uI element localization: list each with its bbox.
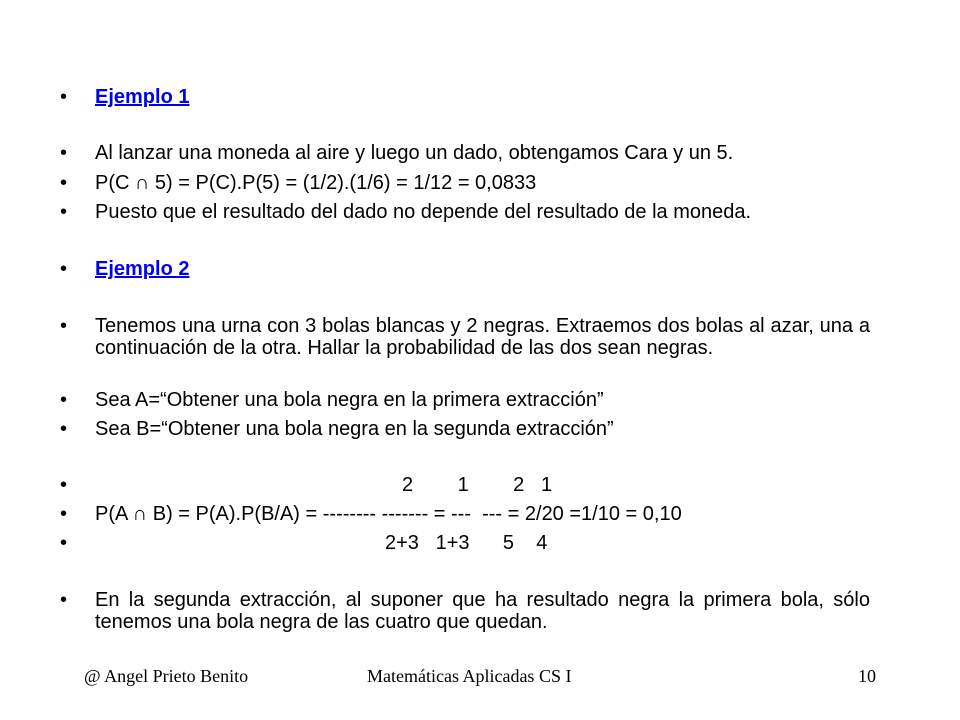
formula-line: P(A ∩ B) = P(A).P(B/A) = -------- ------- = --- --- = 2/20 =1/10 = 0,10: [95, 503, 682, 525]
bullet-text: Tenemos una urna con 3 bolas blancas y 2 negras. Extraemos dos bolas al azar, una a continuación de la otra. Hallar la probabilidad de las dos sean negras.: [95, 315, 870, 359]
example-1-heading[interactable]: Ejemplo 1: [95, 86, 190, 108]
footer-course: Matemáticas Aplicadas CS I: [367, 666, 572, 686]
formula-denominators: 2+3 1+3 5 4: [385, 532, 548, 554]
bullet-marker: •: [60, 589, 68, 611]
example-2-heading[interactable]: Ejemplo 2: [95, 258, 190, 280]
bullet-marker: •: [60, 503, 68, 525]
formula-numerators: 2 1 2 1: [402, 474, 553, 496]
page-number: 10: [858, 666, 876, 686]
bullet-marker: •: [60, 418, 68, 440]
bullet-marker: •: [60, 532, 68, 554]
bullet-marker: •: [60, 86, 68, 108]
footer-author: @ Angel Prieto Benito: [84, 666, 249, 686]
bullet-text: Al lanzar una moneda al aire y luego un dado, obtengamos Cara y un 5.: [95, 142, 734, 164]
bullet-text: Sea A=“Obtener una bola negra en la primera extracción”: [95, 389, 604, 411]
bullet-marker: •: [60, 142, 68, 164]
bullet-text: Sea B=“Obtener una bola negra en la segunda extracción”: [95, 418, 614, 440]
bullet-text: Puesto que el resultado del dado no depende del resultado de la moneda.: [95, 201, 752, 223]
bullet-marker: •: [60, 172, 68, 194]
bullet-text: P(C ∩ 5) = P(C).P(5) = (1/2).(1/6) = 1/12 = 0,0833: [95, 172, 537, 194]
bullet-marker: •: [60, 315, 68, 337]
bullet-marker: •: [60, 474, 68, 496]
bullet-marker: •: [60, 258, 68, 280]
bullet-marker: •: [60, 389, 68, 411]
bullet-text: En la segunda extracción, al suponer que ha resultado negra la primera bola, sólo tenemos una bola negra de las cuatro que quedan.: [95, 589, 870, 633]
bullet-marker: •: [60, 201, 68, 223]
